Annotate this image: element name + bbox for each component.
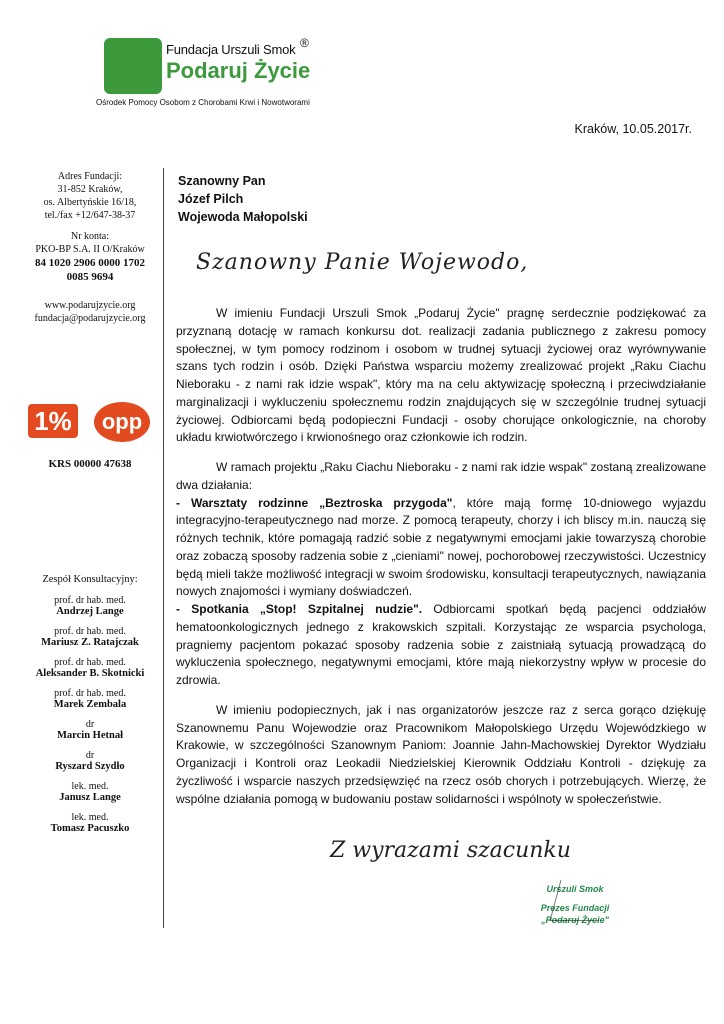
one-percent-badge: 1%	[28, 404, 78, 438]
team-member: lek. med. Janusz Lange	[59, 781, 121, 803]
account-number: 84 1020 2906 0000 1702	[35, 257, 145, 269]
sidebar-contact	[18, 170, 162, 325]
recipient-block	[178, 172, 308, 226]
badges	[28, 402, 158, 442]
team-member: prof. dr hab. med. Marek Zembala	[53, 688, 127, 710]
foundation-logo	[96, 36, 344, 116]
foundation-name: Fundacja Urszuli Smok	[166, 42, 296, 57]
letter-body	[176, 305, 706, 820]
team-member: lek. med. Tomasz Pacuszko	[50, 812, 130, 834]
handwritten-salutation: Szanowny Panie Wojewodo,	[196, 250, 529, 275]
team-member: prof. dr hab. med. Aleksander B. Skotnicki	[35, 657, 145, 679]
email-link[interactable]: fundacja@podarujzycie.org	[34, 312, 146, 324]
account-label: Nr konta:	[70, 231, 110, 242]
handwritten-closing: Z wyrazami szacunku	[330, 838, 571, 863]
address-line: 31-852 Kraków,	[57, 184, 123, 195]
phone-fax: tel./fax +12/647-38-37	[44, 210, 136, 221]
team-member: prof. dr hab. med. Andrzej Lange	[54, 595, 126, 617]
team-member: dr Ryszard Szydło	[55, 750, 125, 772]
signature-stamp: Urszuli Smok Prezes Fundacji „Podaruj Życie"	[540, 884, 610, 925]
registered-mark: ®	[300, 36, 309, 50]
paragraph: W ramach projektu „Raku Ciachu Nieboraku - z nami rak idzie wspak" zostaną zrealizowane dwa działania:	[176, 460, 706, 492]
heart-hand-icon	[104, 38, 162, 94]
website-link[interactable]: www.podarujzycie.org	[44, 299, 136, 311]
bank-name: PKO-BP S.A. II O/Kraków	[35, 244, 145, 255]
recipient-line: Szanowny Pan	[178, 174, 266, 188]
opp-badge: opp	[94, 402, 150, 442]
list-item: - Warsztaty rodzinne „Beztroska przygoda", które mają formę 10-dniowego wyjazdu integracyjno-terapeutycznego nad morze. Z pomocą terapeuty, chorzy i ich bliscy m.in. nauczą się różnych technik, które pomagają radzić sobie z negatywnymi emocjami jakie towarzyszą chorobie oraz zobaczą sposoby radzenia sobie z „cieniami" nowej, pochorobowej rzeczywistości. Uczestnicy będą mieli także możliwość integracji w swoim środowisku, konsultacji terapeutycznych, nawiązania nowych znajomości i wymiany doświadczeń.	[176, 495, 707, 599]
consulting-team	[18, 574, 162, 843]
team-header: Zespół Konsultacyjny:	[42, 574, 138, 585]
team-member: prof. dr hab. med. Mariusz Z. Ratajczak	[41, 626, 139, 648]
paragraph: W imieniu podopiecznych, jak i nas organizatorów jeszcze raz z serca gorąco dziękuję Szanownemu Panu Wojewodzie oraz Pracownikom Małopolskiego Urzędu Wojewódzkiego w Krakowie, w szczególności Szanownym Paniom: Joannie Jahn-Machowskiej Dyrektor Wydziału Organizacji i Kontroli oraz Leokadii Niedzielskiej Kierownik Oddziału Kontroli - dziękuję za życzliwość i wsparcie naszych przedsięwzięć na rzecz osób chorych i potrzebujących. Wierzę, że wspólne działania pomogą w budowaniu postaw solidarności i wspólnoty w społeczeństwie.	[176, 702, 706, 806]
letter-date: Kraków, 10.05.2017r.	[574, 122, 692, 136]
brand-name: Podaruj Życie	[166, 58, 311, 83]
account-number: 0085 9694	[66, 271, 114, 284]
recipient-line: Wojewoda Małopolski	[178, 210, 308, 225]
team-member: dr Marcin Hetnał	[56, 719, 123, 741]
address-label: Adres Fundacji:	[57, 171, 123, 182]
address-line: os. Albertyńskie 16/18,	[43, 197, 137, 208]
paragraph: W imieniu Fundacji Urszuli Smok „Podaruj Życie" pragnę serdecznie podziękować za przyznaną dotację w ramach konkursu dot. realizacji zadania publicznego z zakresu pomocy społecznej, w tym pomocy rodzinom i osobom w trudnej sytuacji życiowej oraz wyrównywanie szans tych rodzin i osób. Dzięki Państwa wsparciu możemy zrealizować projekt „Raku Ciachu Nieboraku - z nami rak idzie wspak", który ma na celu aktywizację społeczną i przeciwdziałanie marginalizacji i wykluczeniu społecznemu rodzin znajdujących się w szczególnie trudnej sytuacji życiowej. Odbiorcami będą podopieczni Fundacji - osoby chorujące onkologicznie, na choroby układu krwiotwórczego i krwionośnego oraz członkowie ich rodzin.	[176, 306, 706, 445]
list-item: - Spotkania „Stop! Szpitalnej nudzie". Odbiorcami spotkań będą pacjenci oddziałów hematoonkologicznych jednego z krakowskich szpitali. Korzystając ze wsparcia psychologa, pragniemy pacjentom pokazać sposoby radzenia sobie z zaistniałą sytuacją prowadzącą do wykluczenia społecznego, negatywnymi emocjami, które mają niekorzystny wpływ w procesie do zdrowia.	[176, 602, 706, 687]
logo-subtitle: Ośrodek Pomocy Osobom z Chorobami Krwi i Nowotworami	[96, 98, 310, 107]
krs-number: KRS 00000 47638	[48, 458, 132, 470]
vertical-divider	[163, 168, 164, 928]
recipient-line: Józef Pilch	[178, 192, 244, 207]
